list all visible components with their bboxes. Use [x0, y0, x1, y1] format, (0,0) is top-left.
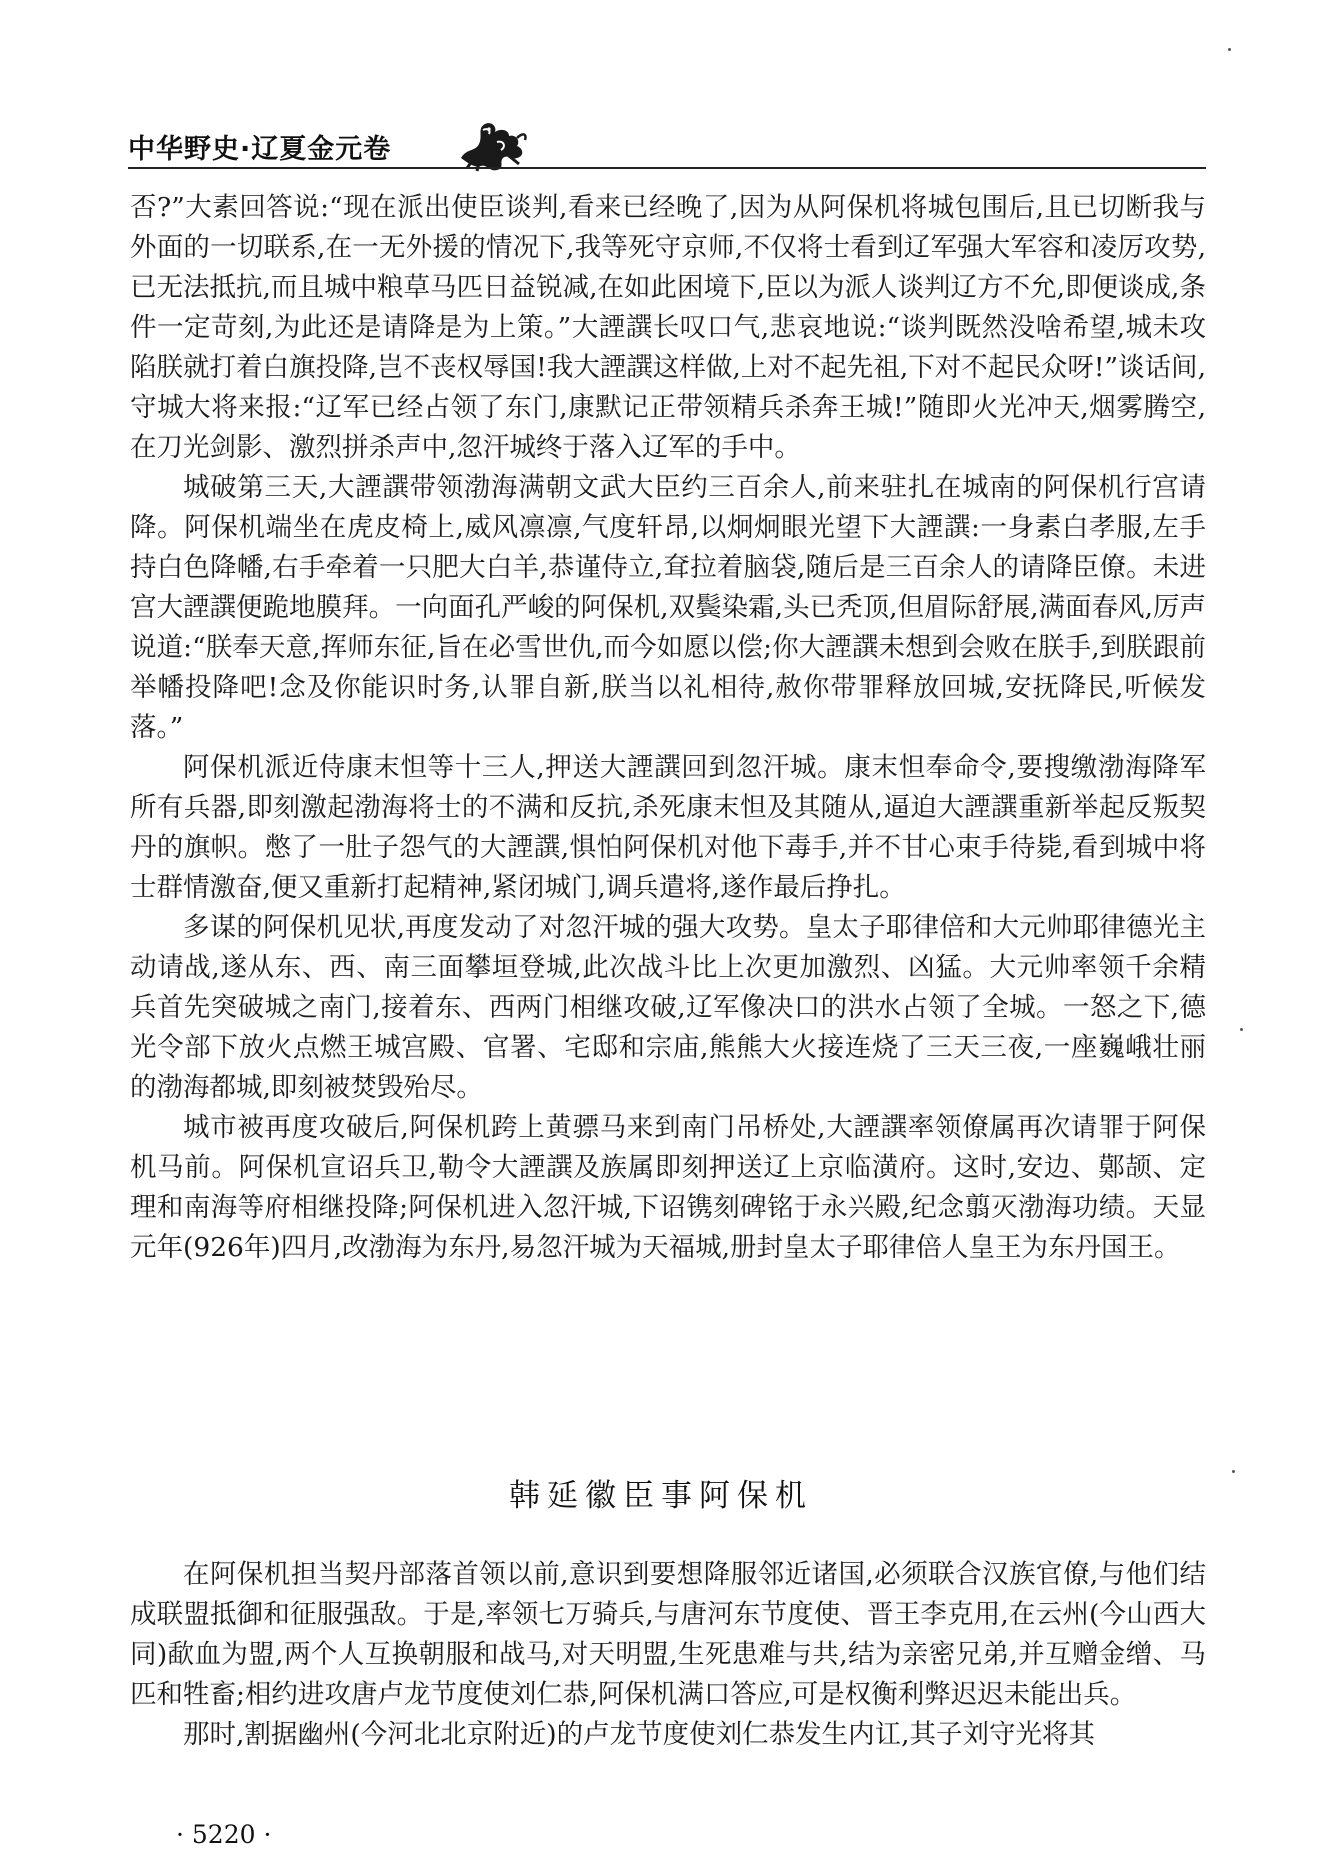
scan-speck: [1232, 1470, 1235, 1473]
paragraph: 城破第三天,大諲譔带领渤海满朝文武大臣约三百余人,前来驻扎在城南的阿保机行宫请降。阿保机端坐在虎皮椅上,威风凛凛,气度轩昂,以炯炯眼光望下大諲譔:一身素白孝服,左手持白色降幡,右手牵着一只肥大白羊,恭谨侍立,耷拉着脑袋,随后是三百余人的请降臣僚。未进宫大諲譔便跪地膜拜。一向面孔严峻的阿保机,双鬓染霜,头已秃顶,但眉际舒展,满面春风,厉声说道:“朕奉天意,挥师东征,旨在必雪世仇,而今如愿以偿;你大諲譔未想到会败在朕手,到朕跟前举幡投降吧!念及你能识时务,认罪自新,朕当以礼相待,赦你带罪释放回城,安抚降民,听候发落。”: [130, 472, 1206, 743]
paragraph: 在阿保机担当契丹部落首领以前,意识到要想降服邻近诸国,必须联合汉族官僚,与他们结成联盟抵御和征服强敌。于是,率领七万骑兵,与唐河东节度使、晋王李克用,在云州(今山西大同)歃血为盟,两个人互换朝服和战马,对天明盟,生死患难与共,结为亲密兄弟,并互赠金缯、马匹和牲畜;相约进攻唐卢龙节度使刘仁恭,阿保机满口答应,可是权衡利弊迟迟未能出兵。: [130, 1559, 1206, 1710]
header-rule: [128, 167, 1206, 169]
running-header: [128, 118, 531, 174]
page-number: · 5220 ·: [176, 1820, 272, 1849]
dragon-emblem-icon: [453, 118, 531, 174]
book-title: 中华野史·辽夏金元卷: [128, 133, 392, 165]
scan-speck: [1240, 1028, 1243, 1031]
paragraph: 那时,割据幽州(今河北北京附近)的卢龙节度使刘仁恭发生内讧,其子刘守光将其: [183, 1719, 1096, 1750]
scan-speck: [1228, 48, 1231, 51]
paragraph: 阿保机派近侍康末怛等十三人,押送大諲譔回到忽汗城。康末怛奉命令,要搜缴渤海降军所有兵器,即刻激起渤海将士的不满和反抗,杀死康末怛及其随从,逼迫大諲譔重新举起反叛契丹的旗帜。憋了一肚子怨气的大諲譔,惧怕阿保机对他下毒手,并不甘心束手待毙,看到城中将士群情激奋,便又重新打起精神,紧闭城门,调兵遣将,遂作最后挣扎。: [130, 752, 1206, 903]
paragraph: 否?”大素回答说:“现在派出使臣谈判,看来已经晚了,因为从阿保机将城包围后,且已切断我与外面的一切联系,在一无外援的情况下,我等死守京师,不仅将士看到辽军强大军容和凌厉攻势,已无法抵抗,而且城中粮草马匹日益锐减,在如此困境下,臣以为派人谈判辽方不允,即便谈成,条件一定苛刻,为此还是请降是为上策。”大諲譔长叹口气,悲哀地说:“谈判既然没啥希望,城未攻陷朕就打着白旗投降,岂不丧权辱国!我大諲譔这样做,上对不起先祖,下对不起民众呀!”谈话间,守城大将来报:“辽军已经占领了东门,康默记正带领精兵杀奔王城!”随即火光冲天,烟雾腾空,在刀光剑影、激烈拼杀声中,忽汗城终于落入辽军的手中。: [130, 192, 1206, 463]
paragraph: 城市被再度攻破后,阿保机跨上黄骠马来到南门吊桥处,大諲譔率领僚属再次请罪于阿保机马前。阿保机宣诏兵卫,勒令大諲譔及族属即刻押送辽上京临潢府。这时,安边、鄚颉、定理和南海等府相继投降;阿保机进入忽汗城,下诏镌刻碑铭于永兴殿,纪念翦灭渤海功绩。天显元年(926年)四月,改渤海为东丹,易忽汗城为天福城,册封皇太子耶律倍人皇王为东丹国王。: [130, 1112, 1206, 1263]
paragraph: 多谋的阿保机见状,再度发动了对忽汗城的强大攻势。皇太子耶律倍和大元帅耶律德光主动请战,遂从东、西、南三面攀垣登城,此次战斗比上次更加激烈、凶猛。大元帅率领千余精兵首先突破城之南门,接着东、西两门相继攻破,辽军像决口的洪水占领了全城。一怒之下,德光令部下放火点燃王城宫殿、官署、宅邸和宗庙,熊熊大火接连烧了三天三夜,一座巍峨壮丽的渤海都城,即刻被焚毁殆尽。: [130, 912, 1206, 1103]
section-title: 韩延徽臣事阿保机: [509, 1478, 813, 1514]
body-text: [130, 188, 1206, 1268]
section-body-text: [130, 1555, 1206, 1755]
